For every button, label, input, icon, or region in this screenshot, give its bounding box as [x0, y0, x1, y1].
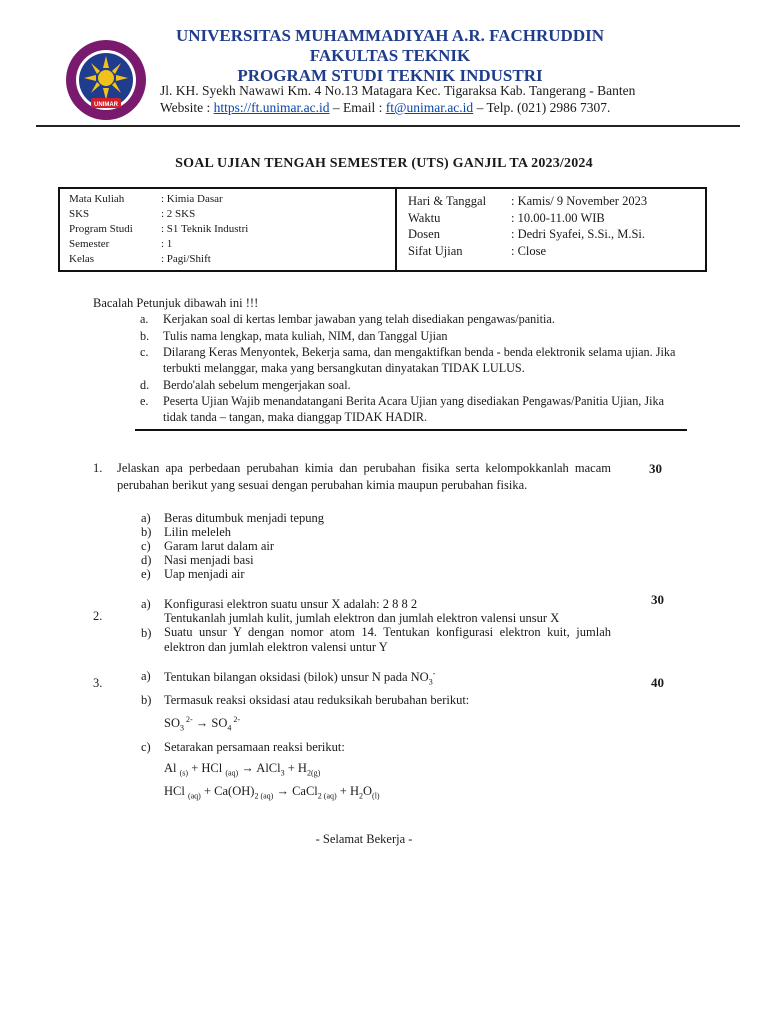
instruction-item: a. Kerjakan soal di kertas lembar jawaban yang telah disediakan pengawas/panitia. — [140, 312, 555, 326]
logo-badge-text: UNIMAR — [94, 102, 118, 108]
header-divider — [36, 125, 740, 127]
question-number: 2. — [93, 609, 103, 623]
question-part-line: Tentukanlah jumlah kulit, jumlah elektron dan jumlah elektron valensi unsur X — [164, 611, 560, 625]
question-text: Jelaskan apa perbedaan perubahan kimia dan perubahan fisika serta kelompokkanlah macam perubahan berikut yang sesuai dengan perubahan kimia maupun perubahan fisika. — [117, 461, 611, 492]
question-score: 40 — [651, 675, 664, 690]
question-number: 3. — [93, 676, 103, 690]
equation-2: HCl $_{(aq)} + Ca(OH)_{2 (aq)}$ → CaCl$_{2 (aq)}$ + $H_2O_{(l)}$ — [164, 784, 380, 801]
instruction-item: b. Tulis nama lengkap, mata kuliah, NIM, dan Tanggal Ujian — [140, 329, 448, 343]
instructions-title: Bacalah Petunjuk dibawah ini !!! — [93, 296, 259, 310]
university-name: UNIVERSITAS MUHAMMADIYAH A.R. FACHRUDDIN — [175, 26, 604, 45]
info-table-divider — [395, 187, 397, 272]
contact-line — [160, 100, 680, 116]
university-seal-logo — [64, 38, 148, 122]
equation-1: Al $_{(s)}$ + HCl $_{(aq)}$ → AlCl$_3$ + $H_{2(g)}$ — [164, 761, 321, 778]
email-link[interactable]: ft@unimar.ac.id — [385, 100, 474, 115]
faculty-name: FAKULTAS TEKNIK — [309, 46, 471, 65]
instructions-divider — [135, 429, 687, 431]
instruction-item: c. Dilarang Keras Menyontek, Bekerja sama, dan mengaktifkan benda - benda elektronik selama ujian. Jika terbukti melanggar, maka yang bersangkutan dinyatakan TIDAK LULUS. — [140, 345, 676, 375]
question-part-text: Suatu unsur Y dengan nomor atom 14. Tentukan konfigurasi elektron kuit, jumlah elektron dan jumlah elektron valensi untur Y — [164, 625, 611, 654]
exam-title: SOAL UJIAN TENGAH SEMESTER (UTS) GANJIL TA 2023/2024 — [175, 156, 593, 171]
closing-text: - Selamat Bekerja - — [315, 832, 413, 846]
address-line: Jl. KH. Syekh Nawawi Km. 4 No.13 Matagara Kec. Tigaraksa Kab. Tangerang - Banten — [160, 83, 636, 98]
website-link[interactable]: https://ft.unimar.ac.id — [213, 100, 330, 115]
question-score: 30 — [651, 592, 664, 607]
phone-text: – Telp. (021) 2986 7307. — [473, 100, 611, 115]
instruction-item: d. Berdo'alah sebelum mengerjakan soal. — [140, 378, 351, 392]
question-number: 1. — [93, 461, 103, 475]
equation-so3-to-so4: $SO_3$ $^{2-} \to SO_4$ $^{2-}$ — [164, 715, 241, 733]
email-label: – Email : — [329, 100, 386, 115]
website-label: Website : — [160, 100, 214, 115]
question-score: 30 — [649, 461, 662, 476]
instruction-item: e. Peserta Ujian Wajib menandatangani Berita Acara Ujian yang disediakan Pengawas/Panitia Ujian, Jika tidak tanda – tangan, maka dianggap TIDAK HADIR. — [140, 394, 665, 424]
program-name: PROGRAM STUDI TEKNIK INDUSTRI — [237, 66, 543, 85]
